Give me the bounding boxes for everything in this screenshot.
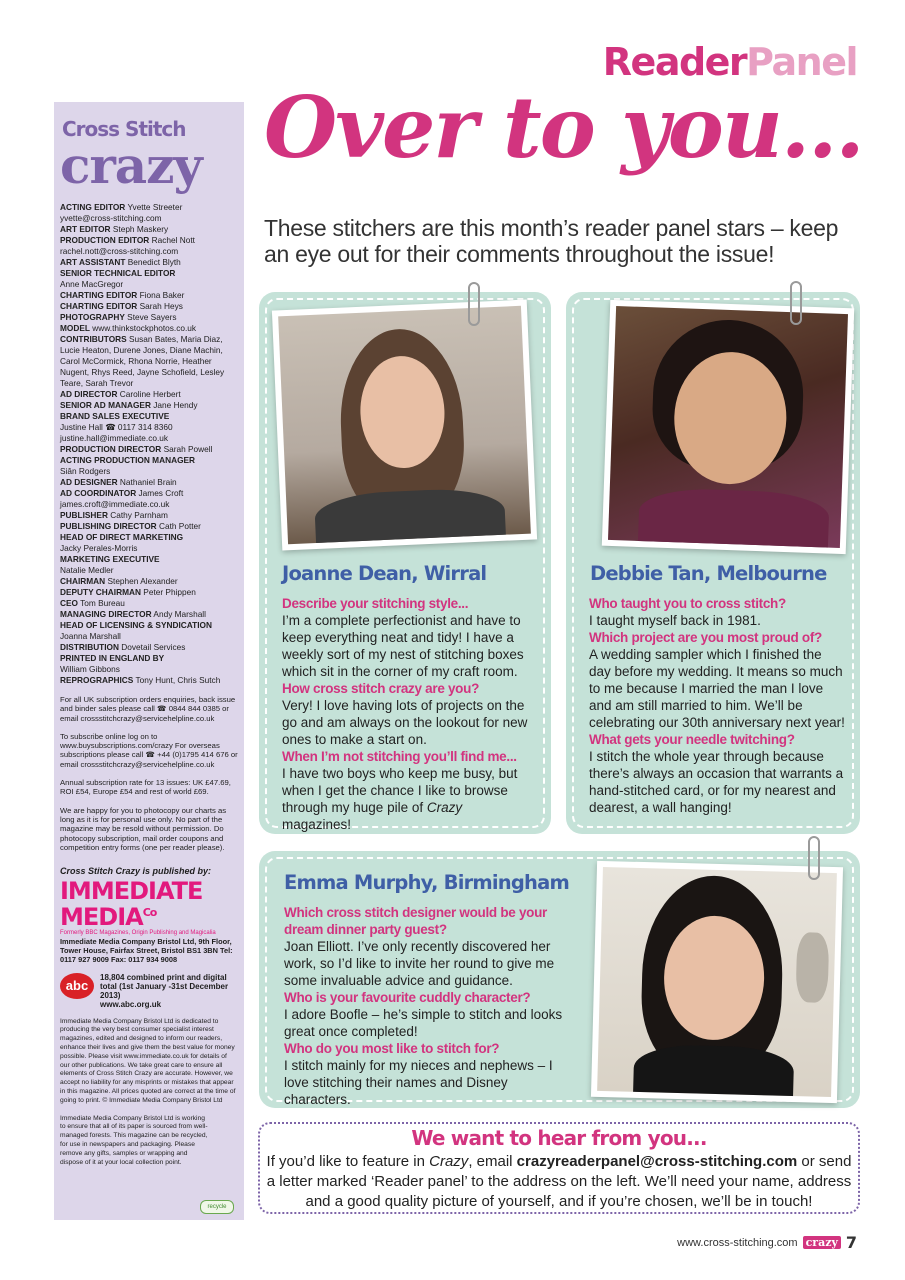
photo-joanne bbox=[272, 300, 537, 551]
answer: I taught myself back in 1981. bbox=[589, 613, 761, 628]
staff-role: MODEL bbox=[60, 323, 90, 333]
staff-role: CHARTING EDITOR bbox=[60, 290, 138, 300]
staff-name: Siân Rodgers bbox=[60, 466, 111, 476]
staff-name: yvette@cross-stitching.com bbox=[60, 213, 162, 223]
paperclip-icon bbox=[790, 281, 802, 325]
staff-entry bbox=[60, 664, 238, 675]
staff-entry bbox=[60, 576, 238, 587]
paperclip-icon bbox=[808, 836, 820, 880]
question: When I’m not stitching you’ll find me... bbox=[282, 749, 517, 764]
staff-entry bbox=[60, 521, 238, 532]
headline: Over to you... bbox=[264, 78, 863, 177]
question: Which project are you most proud of? bbox=[589, 630, 822, 645]
staff-entry bbox=[60, 631, 238, 642]
page-number: 7 bbox=[845, 1233, 857, 1252]
staff-role: MARKETING EXECUTIVE bbox=[60, 554, 160, 564]
staff-role: DEPUTY CHAIRMAN bbox=[60, 587, 141, 597]
answer: I adore Boofle – he’s simple to stitch and looks great once completed! bbox=[284, 1007, 563, 1039]
staff-name: Cath Potter bbox=[156, 521, 201, 531]
staff-name: Jane Hendy bbox=[150, 400, 198, 410]
photo-debbie bbox=[602, 300, 854, 554]
staff-entry bbox=[60, 312, 238, 323]
staff-entry bbox=[60, 235, 238, 246]
staff-entry bbox=[60, 411, 238, 422]
staff-role: HEAD OF LICENSING & SYNDICATION bbox=[60, 620, 212, 630]
staff-entry bbox=[60, 543, 238, 554]
staff-role: PRINTED IN ENGLAND BY bbox=[60, 653, 165, 663]
answer: Joan Elliott. I’ve only recently discovered her work, so I’d like to invite her round to give me some invaluable advice and guidance. bbox=[284, 939, 555, 988]
cta-email-link[interactable]: crazyreaderpanel@cross-stitching.com bbox=[516, 1153, 798, 1170]
subscription-info: For all UK subscription orders enquiries, back issue and binder sales please call ☎ 0844 844 0385 or email crossstitchcrazy@servicehelpline.co.uk bbox=[60, 695, 236, 723]
question: How cross stitch crazy are you? bbox=[282, 681, 480, 696]
portrait-image bbox=[608, 306, 848, 548]
staff-entry bbox=[60, 268, 238, 279]
staff-role: PUBLISHING DIRECTOR bbox=[60, 521, 157, 531]
footer-url[interactable]: www.cross-stitching.com bbox=[677, 1236, 798, 1249]
question: Describe your stitching style... bbox=[282, 596, 469, 611]
staff-entry bbox=[60, 301, 238, 312]
masthead-sidebar bbox=[54, 102, 244, 1220]
staff-name: Tom Bureau bbox=[77, 598, 125, 608]
photo-emma bbox=[591, 861, 843, 1103]
recycle-logo: recycle bbox=[200, 1200, 234, 1214]
staff-entry bbox=[60, 642, 238, 653]
clothing-shape bbox=[633, 1044, 795, 1097]
staff-entry bbox=[60, 488, 238, 499]
paper-notice: Immediate Media Company Bristol Ltd is working to ensure that all of its paper is sourced from well-managed forests. This magazine can be recycled, for use in newspapers and packaging. Please remove any gifts, samples or wrapping and dispose of it at your local collection point. bbox=[60, 1114, 208, 1166]
clothing-shape bbox=[638, 487, 830, 548]
staff-entry bbox=[60, 653, 238, 664]
staff-name: Stephen Alexander bbox=[105, 576, 178, 586]
subscription-rate: Annual subscription rate for 13 issues: UK £47.69, ROI £54, Europe £54 and rest of world £69. bbox=[60, 778, 231, 797]
abc-info bbox=[100, 973, 238, 1009]
staff-name: Susan Bates, Maria Diaz, Lucie Heaton, Durene Jones, Diane Machin, Carol McCormick, Rhona Norrie, Heather Nugent, Rhys Reed, Jayne Schofield, Lesley Teare, Sarah Trevor bbox=[60, 334, 225, 388]
abc-logo: abc bbox=[60, 973, 94, 999]
staff-name: Yvette Streeter bbox=[125, 202, 183, 212]
call-to-action-body bbox=[264, 1152, 854, 1212]
footer-badge: crazy bbox=[803, 1236, 841, 1249]
question: What gets your needle twitching? bbox=[589, 732, 795, 747]
staff-name: Sarah Powell bbox=[161, 444, 213, 454]
staff-entry bbox=[60, 334, 238, 389]
question: Who do you most like to stitch for? bbox=[284, 1041, 500, 1056]
staff-role: BRAND SALES EXECUTIVE bbox=[60, 411, 170, 421]
staff-entry bbox=[60, 213, 238, 224]
answer: A wedding sampler which I finished the day before my wedding. It means so much to me because I married the man I love and am still married to him. We’ll be celebrating our 30th anniversary next year! bbox=[589, 647, 845, 730]
im-logo-co: Co bbox=[142, 906, 157, 920]
magazine-name: Crazy bbox=[426, 800, 463, 815]
staff-role: PUBLISHER bbox=[60, 510, 108, 520]
answer: Very! I love having lots of projects on the go and am always on the lookout for new ones to make a start on. bbox=[282, 698, 528, 747]
im-logo-line1: IMMEDIATE bbox=[60, 877, 203, 906]
im-formerly: Formerly BBC Magazines, Origin Publishing and Magicalia bbox=[60, 930, 216, 937]
staff-name: Justine Hall ☎ 0117 314 8360 bbox=[60, 422, 173, 432]
staff-role: PRODUCTION DIRECTOR bbox=[60, 444, 162, 454]
panelist-qa bbox=[589, 595, 845, 816]
call-to-action-title: We want to hear from you... bbox=[411, 1126, 707, 1150]
immediate-media-logo bbox=[60, 877, 238, 932]
staff-entry bbox=[60, 565, 238, 576]
answer: I stitch the whole year through because there’s always an occasion that warrants a hand-stitched card, or for my nearest and dearest, a wall hanging! bbox=[589, 749, 844, 815]
publisher-address: Immediate Media Company Bristol Ltd, 9th Floor, Tower House, Fairfax Street, Bristol BS1 3BN Tel: 0117 927 9009 Fax: 0117 934 9008 bbox=[60, 937, 233, 964]
staff-name: Joanna Marshall bbox=[60, 631, 121, 641]
online-subscription-info: To subscribe online log on to www.buysubscriptions.com/crazy For overseas subscriptions please call ☎ +44 (0)1795 414 676 or email crossstitchcrazy@servicehelpline.co.uk bbox=[60, 731, 238, 769]
staff-name: Tony Hunt, Chris Sutch bbox=[133, 675, 221, 685]
staff-role: CHAIRMAN bbox=[60, 576, 106, 586]
staff-entry bbox=[60, 587, 238, 598]
magazine-logo-top: Cross Stitch bbox=[62, 117, 186, 141]
magazine-logo-main: crazy bbox=[60, 136, 202, 195]
staff-entry bbox=[60, 675, 238, 686]
intro-text: These stitchers are this month’s reader panel stars – keep an eye out for their comments throughout the issue! bbox=[264, 215, 839, 267]
question: Who taught you to cross stitch? bbox=[589, 596, 786, 611]
staff-role: MANAGING DIRECTOR bbox=[60, 609, 152, 619]
staff-entry bbox=[60, 422, 238, 433]
panelist-name: Emma Murphy, Birmingham bbox=[284, 871, 570, 894]
staff-entry bbox=[60, 202, 238, 213]
abc-certification bbox=[60, 973, 238, 1009]
staff-name: Peter Phippen bbox=[140, 587, 196, 597]
staff-entry bbox=[60, 477, 238, 488]
staff-role: AD COORDINATOR bbox=[60, 488, 137, 498]
staff-role: HEAD OF DIRECT MARKETING bbox=[60, 532, 184, 542]
staff-name: Steph Maskery bbox=[110, 224, 169, 234]
staff-entry bbox=[60, 323, 238, 334]
photocopy-notice: We are happy for you to photocopy our charts as long as it is for personal use only. No part of the magazine may be resold without permission. Do photocopy subscription, mail order coupons and competition entry forms (one per reader please). bbox=[60, 805, 227, 852]
staff-entry bbox=[60, 246, 238, 257]
staff-entry bbox=[60, 224, 238, 235]
staff-role: REPROGRAPHICS bbox=[60, 675, 134, 685]
teddy-bear-shape bbox=[796, 932, 830, 1003]
staff-role: CONTRIBUTORS bbox=[60, 334, 127, 344]
staff-entry bbox=[60, 620, 238, 631]
page-footer bbox=[677, 1233, 857, 1252]
cta-text-3: or send a letter marked ‘Reader panel’ to the address on the left. We’ll need your name, address and a good quality picture of yourself, and if you’re chosen, we’ll be in touch! bbox=[266, 1153, 852, 1210]
staff-name: Nathaniel Brain bbox=[117, 477, 177, 487]
section-label-part2: Panel bbox=[746, 40, 857, 84]
staff-name: Sarah Heys bbox=[137, 301, 183, 311]
staff-list bbox=[60, 202, 238, 686]
im-logo-line2 bbox=[60, 902, 238, 932]
im-logo-media: MEDIA bbox=[60, 903, 143, 932]
cta-text-2: , email bbox=[468, 1153, 517, 1170]
staff-name: Steve Sayers bbox=[124, 312, 177, 322]
section-label-part1: Reader bbox=[602, 40, 747, 84]
staff-entry bbox=[60, 444, 238, 455]
panelist-name: Debbie Tan, Melbourne bbox=[590, 562, 827, 585]
staff-entry bbox=[60, 455, 238, 466]
staff-entry bbox=[60, 499, 238, 510]
staff-name: Jacky Perales-Morris bbox=[60, 543, 138, 553]
staff-entry bbox=[60, 554, 238, 565]
staff-name: Natalie Medler bbox=[60, 565, 114, 575]
staff-role: AD DESIGNER bbox=[60, 477, 118, 487]
panelist-qa bbox=[284, 904, 574, 1108]
staff-name: Benedict Blyth bbox=[125, 257, 181, 267]
staff-entry bbox=[60, 433, 238, 444]
staff-name: justine.hall@immediate.co.uk bbox=[60, 433, 169, 443]
answer: I stitch mainly for my nieces and nephews – I love stitching their names and Disney characters. bbox=[284, 1058, 553, 1107]
staff-role: ART ASSISTANT bbox=[60, 257, 126, 267]
staff-entry bbox=[60, 609, 238, 620]
staff-name: Andy Marshall bbox=[151, 609, 206, 619]
legal-notice: Immediate Media Company Bristol Ltd is dedicated to producing the very best consumer specialist interest magazines, edited and designed to inform our readers, enhance their lives and give them the best value for money possible. Please visit www.immediate.co.uk for details of our other publications. We take great care to ensure all elements of Cross Stitch Crazy are accurate. However, we accept no liability for any misprints or mistakes that appear in this magazine. All prices quoted are correct at the time of going to print. © Immediate Media Company Bristol Ltd bbox=[60, 1017, 236, 1104]
staff-role: AD DIRECTOR bbox=[60, 389, 118, 399]
answer: I’m a complete perfectionist and have to keep everything neat and tidy! I have a weekly sort of my nest of stitching boxes which sit in the corner of my craft room. bbox=[282, 613, 524, 679]
staff-name: rachel.nott@cross-stitching.com bbox=[60, 246, 179, 256]
staff-name: www.thinkstockphotos.co.uk bbox=[89, 323, 197, 333]
abc-circulation: 18,804 combined print and digital total (1st January -31st December 2013) bbox=[100, 972, 229, 1000]
staff-role: ACTING EDITOR bbox=[60, 202, 126, 212]
cta-magazine-name: Crazy bbox=[429, 1153, 469, 1170]
staff-name: Rachel Nott bbox=[149, 235, 195, 245]
staff-name: Cathy Parnham bbox=[107, 510, 168, 520]
staff-role: PRODUCTION EDITOR bbox=[60, 235, 150, 245]
staff-entry bbox=[60, 389, 238, 400]
staff-role: SENIOR AD MANAGER bbox=[60, 400, 151, 410]
question: Who is your favourite cuddly character? bbox=[284, 990, 531, 1005]
staff-name: Caroline Herbert bbox=[117, 389, 181, 399]
answer: I have two boys who keep me busy, but when I get the chance I like to browse through my huge pile of Crazy magazines! bbox=[282, 766, 518, 832]
staff-entry bbox=[60, 598, 238, 609]
staff-role: ACTING PRODUCTION MANAGER bbox=[60, 455, 196, 465]
staff-name: Dovetail Services bbox=[119, 642, 186, 652]
staff-name: James Croft bbox=[136, 488, 184, 498]
staff-role: DISTRIBUTION bbox=[60, 642, 119, 652]
staff-name: Fiona Baker bbox=[137, 290, 185, 300]
staff-entry bbox=[60, 279, 238, 290]
portrait-image bbox=[278, 306, 531, 544]
cta-text-1: If you’d like to feature in bbox=[266, 1153, 430, 1170]
question: Which cross stitch designer would be your dream dinner party guest? bbox=[284, 905, 547, 937]
staff-entry bbox=[60, 400, 238, 411]
staff-entry bbox=[60, 532, 238, 543]
staff-role: ART EDITOR bbox=[60, 224, 111, 234]
staff-entry bbox=[60, 290, 238, 301]
staff-entry bbox=[60, 257, 238, 268]
staff-entry bbox=[60, 510, 238, 521]
staff-role: SENIOR TECHNICAL EDITOR bbox=[60, 268, 176, 278]
abc-url: www.abc.org.uk bbox=[100, 999, 162, 1009]
staff-entry bbox=[60, 466, 238, 477]
clothing-shape bbox=[314, 487, 506, 544]
staff-name: Anne MacGregor bbox=[60, 279, 124, 289]
staff-role: CEO bbox=[60, 598, 78, 608]
panelist-qa bbox=[282, 595, 534, 833]
panelist-name: Joanne Dean, Wirral bbox=[282, 562, 487, 585]
staff-role: CHARTING EDITOR bbox=[60, 301, 138, 311]
staff-name: james.croft@immediate.co.uk bbox=[60, 499, 170, 509]
staff-role: PHOTOGRAPHY bbox=[60, 312, 125, 322]
published-by: Cross Stitch Crazy is published by: bbox=[60, 866, 212, 877]
paperclip-icon bbox=[468, 282, 480, 326]
portrait-image bbox=[597, 867, 837, 1097]
staff-name: William Gibbons bbox=[60, 664, 120, 674]
